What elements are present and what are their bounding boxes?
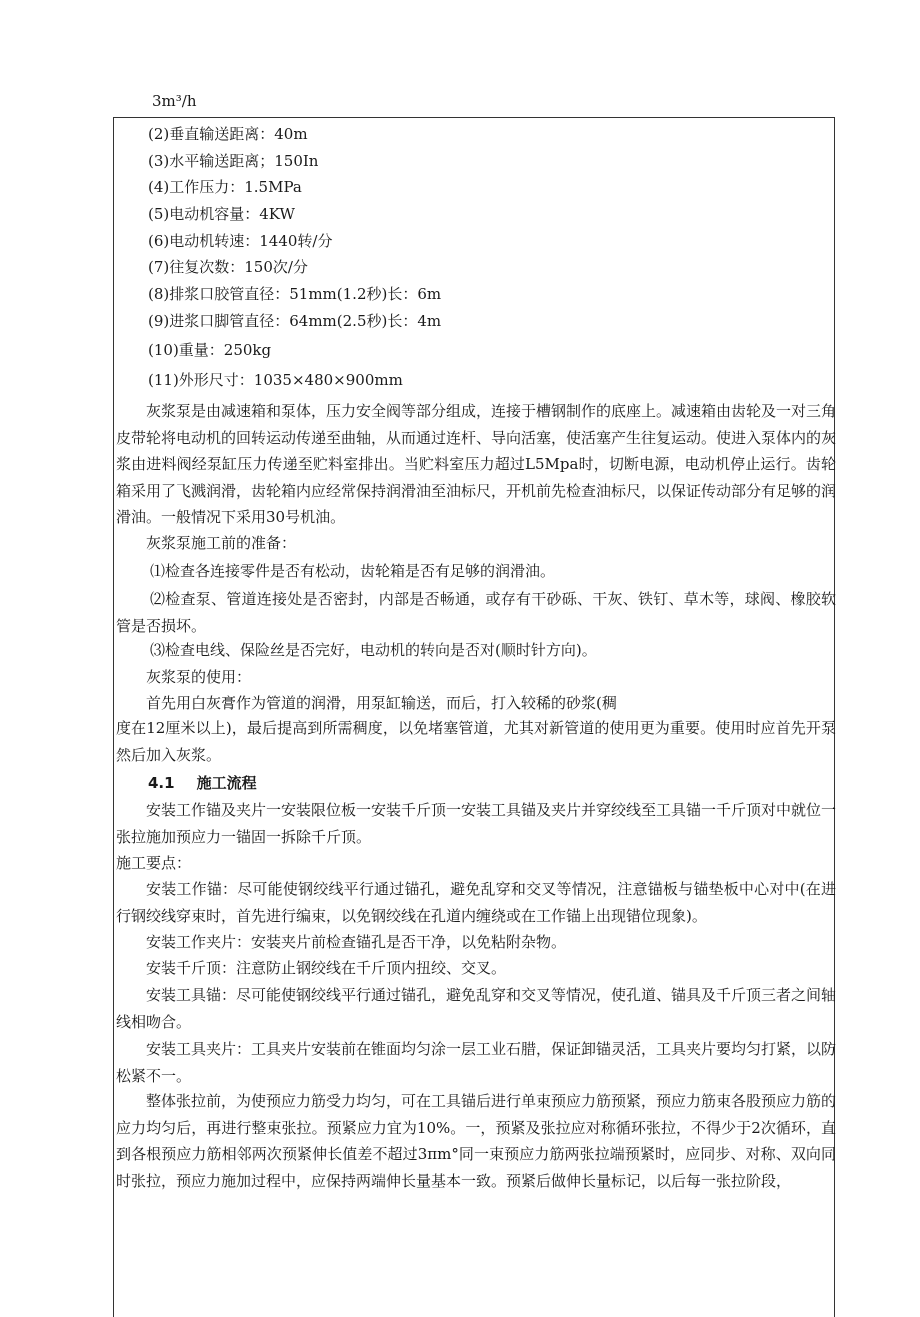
spec-line: (4)工作压力：1.5MPa bbox=[148, 178, 302, 196]
section-heading bbox=[148, 772, 257, 793]
use-paragraph: 度在12厘米以上)，最后提高到所需稠度，以免堵塞管道，尤其对新管道的使用更为重要。使用时应首先开泵然后加入灰浆。 bbox=[116, 719, 836, 764]
spec-line: (11)外形尺寸：1035×480×900mm bbox=[148, 371, 403, 389]
flow-paragraph: 安装工作锚及夹片一安装限位板一安装千斤顶一安装工具锚及夹片并穿绞线至工具锚一千斤顶对中就位一张拉施加预应力一锚固一拆除千斤顶。 bbox=[116, 801, 837, 846]
point-paragraph: 安装工作锚：尽可能使钢绞线平行通过锚孔，避免乱穿和交叉等情况，注意锚板与锚垫板中心对中(在进行钢绞线穿束时，首先进行编束，以免钢绞线在孔道内缠绕或在工作锚上出现错位现象)。 bbox=[116, 880, 836, 925]
point-paragraph: 安装工具锚：尽可能使钢绞线平行通过锚孔，避免乱穿和交叉等情况，使孔道、锚具及千斤顶三者之间轴线相吻合。 bbox=[116, 986, 837, 1031]
spec-line: (6)电动机转速：1440转/分 bbox=[148, 232, 333, 250]
point-paragraph: 安装千斤顶：注意防止钢绞线在千斤顶内扭绞、交叉。 bbox=[146, 959, 507, 977]
section-title: 施工流程 bbox=[196, 774, 257, 792]
prep-item: ⑴检查各连接零件是否有松动，齿轮箱是否有足够的润滑油。 bbox=[150, 562, 556, 580]
points-title: 施工要点： bbox=[116, 854, 192, 872]
use-line: 首先用白灰膏作为管道的润滑，用泵缸输送，而后，打入较稀的砂浆(稠 bbox=[146, 694, 617, 712]
use-title: 灰浆泵的使用： bbox=[146, 668, 252, 686]
point-paragraph: 整体张拉前，为使预应力筋受力均匀，可在工具锚后进行单束预应力筋预紧，预应力筋束各股预应力筋的应力均匀后，再进行整束张拉。预紧应力宜为10%。一，预紧及张拉应对称循环张拉，不得少于2次循环，直到各根预应力筋相邻两次预紧伸长值差不超过3πm°同一束预应力筋两张拉端预紧时，应同步、对称、双向同时张拉，预应力施加过程中，应保持两端伸长量基本一致。预紧后做伸长量标记，以后每一张拉阶段， bbox=[116, 1092, 837, 1190]
point-paragraph: 安装工作夹片：安装夹片前检查锚孔是否干净，以免粘附杂物。 bbox=[146, 933, 567, 951]
spec-line: (8)排浆口胶管直径：51mm(1.2秒)长：6m bbox=[148, 285, 442, 303]
prep-title: 灰浆泵施工前的准备： bbox=[146, 534, 297, 552]
section-number: 4.1 bbox=[148, 774, 175, 792]
spec-line: (10)重量：250kg bbox=[148, 341, 272, 359]
point-paragraph: 安装工具夹片：工具夹片安装前在锥面均匀涂一层工业石腊，保证卸锚灵活，工具夹片要均匀打紧，以防松紧不一。 bbox=[116, 1040, 837, 1085]
spec-line: (2)垂直输送距离：40m bbox=[148, 125, 308, 143]
prep-item: ⑶检查电线、保险丝是否完好，电动机的转向是否对(顺时针方向)。 bbox=[150, 641, 597, 659]
intro-paragraph: 灰浆泵是由减速箱和泵体，压力安全阀等部分组成，连接于槽钢制作的底座上。减速箱由齿轮及一对三角皮带轮将电动机的回转运动传递至曲轴，从而通过连杆、导向活塞，使活塞产生往复运动。使进入泵体内的灰浆由进料阀经泵缸压力传递至贮料室排出。当贮料室压力超过L5Mpa时，切断电源，电动机停止运行。齿轮箱采用了飞溅润滑，齿轮箱内应经常保持润滑油至油标尺，开机前先检查油标尺，以保证传动部分有足够的润滑油。一般情况下采用30号机油。 bbox=[116, 402, 837, 526]
spec-line: (3)水平输送距离；150In bbox=[148, 152, 319, 170]
spec-line: (7)往复次数：150次/分 bbox=[148, 258, 308, 276]
prep-item: ⑵检查泵、管道连接处是否密封，内部是否畅通，或存有干砂砾、干灰、铁钉、草木等，球阀、橡胶软管是否损坏。 bbox=[116, 590, 836, 635]
top-unit-text: 3m³/h bbox=[152, 92, 197, 110]
spec-line: (5)电动机容量：4KW bbox=[148, 205, 295, 223]
spec-line: (9)进浆口脚管直径：64mm(2.5秒)长：4m bbox=[148, 312, 442, 330]
